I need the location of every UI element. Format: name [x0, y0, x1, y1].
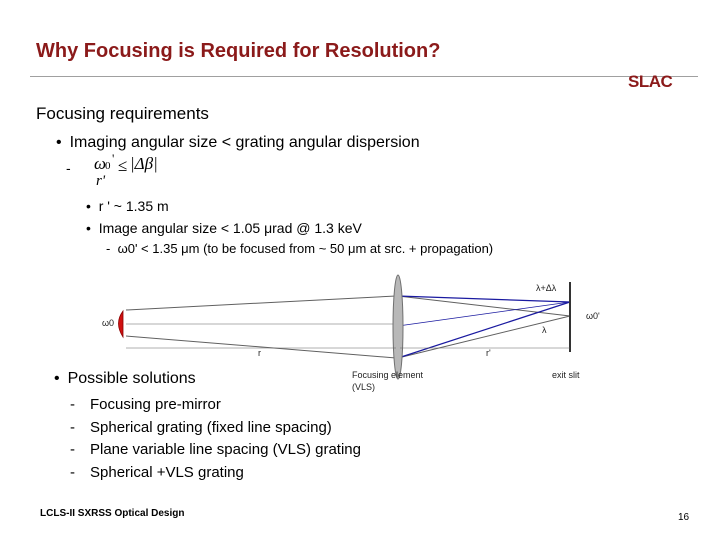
label-lambda: λ [542, 325, 547, 335]
bullet-dot: • [56, 134, 62, 151]
bullet-omega-text: ω0' < 1.35 μm (to be focused from ~ 50 μm at src. + propagation) [117, 241, 494, 256]
source-spot [119, 311, 124, 337]
solution-item-text: Spherical grating (fixed line spacing) [90, 418, 332, 436]
solution-item-text: Plane variable line spacing (VLS) grating [90, 441, 361, 458]
formula [66, 151, 176, 198]
formula-rhs: |Δβ| [130, 154, 158, 173]
formula-denominator: r' [96, 173, 106, 189]
formula-omega-sub: 0 [105, 160, 111, 172]
label-omega0-prime: ω0' [586, 311, 600, 321]
label-omega0: ω0 [102, 318, 115, 328]
label-vls: (VLS) [352, 382, 376, 392]
label-r: r [258, 348, 261, 358]
solutions-list [70, 394, 361, 484]
focusing-element [393, 275, 403, 379]
bullet-r-prime [86, 198, 169, 214]
solution-item-text: Focusing pre-mirror [90, 396, 221, 413]
solutions-heading-text: Possible solutions [67, 370, 196, 387]
label-r-prime: r' [486, 348, 491, 358]
solution-item: - Plane variable line spacing (VLS) grating [70, 441, 361, 458]
solution-item-text: Spherical +VLS grating [90, 463, 244, 481]
slac-logo: SLAC [628, 72, 673, 91]
bullet-r-prime-text: r ' ~ 1.35 m [98, 198, 169, 214]
page-number: 16 [678, 512, 690, 523]
bullet-dot: • [86, 220, 91, 236]
footer-text: LCLS-II SXRSS Optical Design [40, 508, 185, 519]
bullet-imaging [56, 134, 420, 152]
label-exit-slit: exit slit [552, 370, 580, 380]
solution-item: - Spherical +VLS grating [70, 463, 244, 481]
bullet-omega [106, 241, 493, 256]
ray-top-in [126, 296, 396, 310]
solution-item: - Spherical grating (fixed line spacing) [70, 418, 332, 436]
title-divider [30, 76, 698, 77]
ray-bottom-in [126, 336, 396, 358]
label-focusing-element: Focusing element [352, 370, 424, 380]
bullet-image-size [86, 220, 362, 236]
formula-le: ≤ [118, 156, 128, 175]
bullet-imaging-text: Imaging angular size < grating angular dispersion [69, 134, 420, 151]
dash: - [106, 241, 111, 256]
section-heading: Focusing requirements [36, 104, 209, 123]
bullet-dot: • [86, 198, 91, 214]
bullet-image-size-text: Image angular size < 1.05 μrad @ 1.3 keV [98, 220, 362, 236]
solutions-heading [54, 370, 196, 388]
formula-omega-prime: ' [112, 151, 115, 166]
solution-item: - Focusing pre-mirror [70, 396, 221, 413]
bullet-dot: • [54, 370, 60, 387]
slide-title: Why Focusing is Required for Resolution? [36, 40, 441, 62]
formula-dash: - [66, 160, 71, 176]
label-lambda-plus: λ+Δλ [536, 283, 557, 293]
formula-omega: ω [94, 154, 107, 173]
